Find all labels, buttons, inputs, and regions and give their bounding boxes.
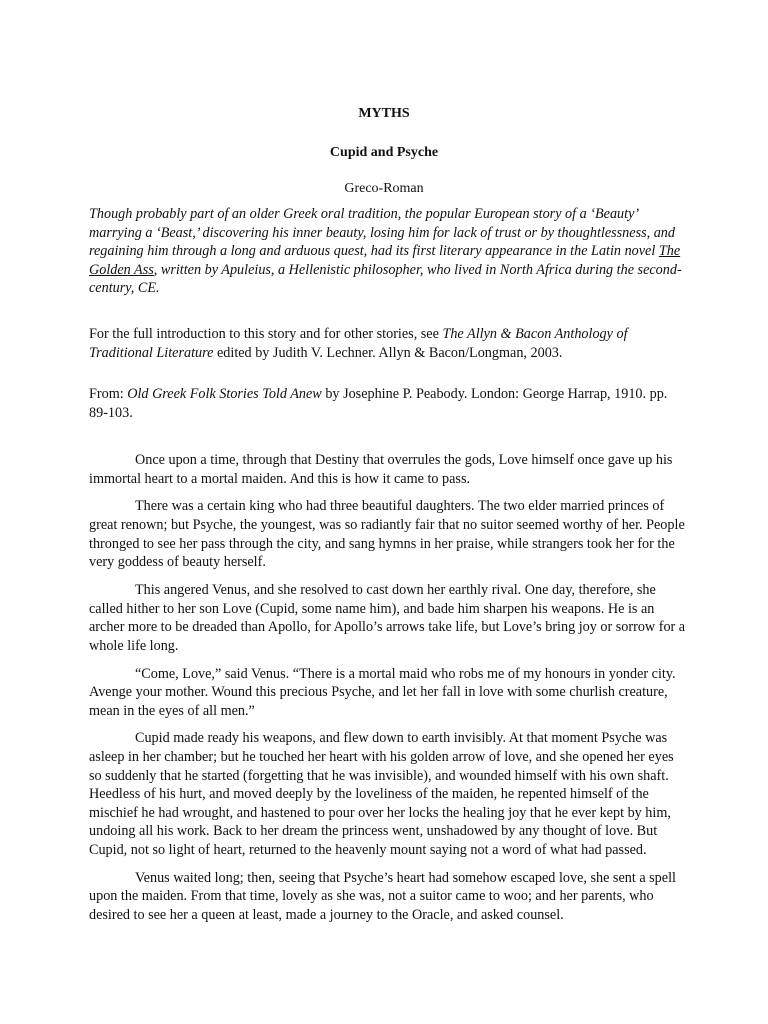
story-paragraph: This angered Venus, and she resolved to cast down her earthly rival. One day, therefore, she called hither to her son Love (Cupid, some name him), and bade him sharpen his weapons. He is an archer more to be dreaded than Apollo, for Apollo’s arrows take life, but Love’s bring joy or sorrow for a whole life long. [89, 581, 686, 654]
full-intro-reference [89, 325, 689, 362]
intro-book-title: The Golden Ass [89, 243, 681, 278]
story-title: Cupid and Psyche [329, 145, 439, 160]
story-paragraph: Once upon a time, through that Destiny that overrules the gods, Love himself once gave up his immortal heart to a mortal maiden. And this is how it came to pass. [89, 452, 673, 487]
source-suffix: by Josephine P. Peabody. London: George Harrap, 1910. pp. 89-103. [89, 386, 668, 421]
story-paragraph: Venus waited long; then, seeing that Psyche’s heart had somehow escaped love, she sent a spell upon the maiden. From that time, lovely as she was, not a suitor came to woo; and her parents, who desired to see her a queen at least, made a journey to the Oracle, and asked counsel. [89, 869, 676, 923]
full-intro-suffix: edited by Judith V. Lechner. Allyn & Bacon/Longman, 2003. [213, 344, 563, 361]
intro-text-2: , written by Apuleius, a Hellenistic philosopher, who lived in North Africa during the second-century, CE. [89, 261, 682, 297]
story-paragraph: There was a certain king who had three beautiful daughters. The two elder married princes of great renown; but Psyche, the youngest, was so radiantly fair that no suitor seemed worthy of her. People thronged to see her pass through the city, and sang hymns in her praise, while strangers took her for the very goddess of beauty herself. [89, 498, 685, 571]
story-body [89, 451, 689, 934]
document-title: MYTHS [358, 106, 410, 121]
intro-paragraph [89, 205, 689, 298]
story-paragraph: Cupid made ready his weapons, and flew down to earth invisibly. At that moment Psyche was asleep in her chamber; but he touched her heart with his golden arrow of love, and she opened her eyes so suddenly that he started (forgetting that he was invisible), and wounded himself with his own shaft. Heedless of his hurt, and moved deeply by the loveliness of the maiden, he repented himself of the mischief he had wrought, and hastened to pour over her locks the healing joy that he ever kept by him, undoing all his work. Back to her dream the princess went, unshadowed by any thought of love. But Cupid, not so light of heart, returned to the heavenly mount saying not a word of what had passed. [89, 730, 674, 859]
story-paragraph: “Come, Love,” said Venus. “There is a mortal maid who robs me of my honours in yonder city. Avenge your mother. Wound this precious Psyche, and let her fall in love with some churlish creature, mean in the eyes of all men.” [89, 665, 676, 719]
source-citation [89, 385, 689, 422]
anthology-title: The Allyn & Bacon Anthology of Traditional Literature [89, 326, 628, 361]
story-origin: Greco-Roman [344, 181, 424, 196]
source-prefix: From: [89, 386, 128, 402]
intro-text-1: Though probably part of an older Greek oral tradition, the popular European story of a ‘Beauty’ marrying a ‘Beast,’ discovering his inner beauty, losing him for lack of trust or by thoughtlessness, and regaining him through a long and arduous quest, had its first literary appearance in the Latin novel [89, 206, 675, 260]
full-intro-prefix: For the full introduction to this story and for other stories, see [89, 326, 443, 342]
source-book-title: Old Greek Folk Stories Told Anew [127, 386, 322, 402]
